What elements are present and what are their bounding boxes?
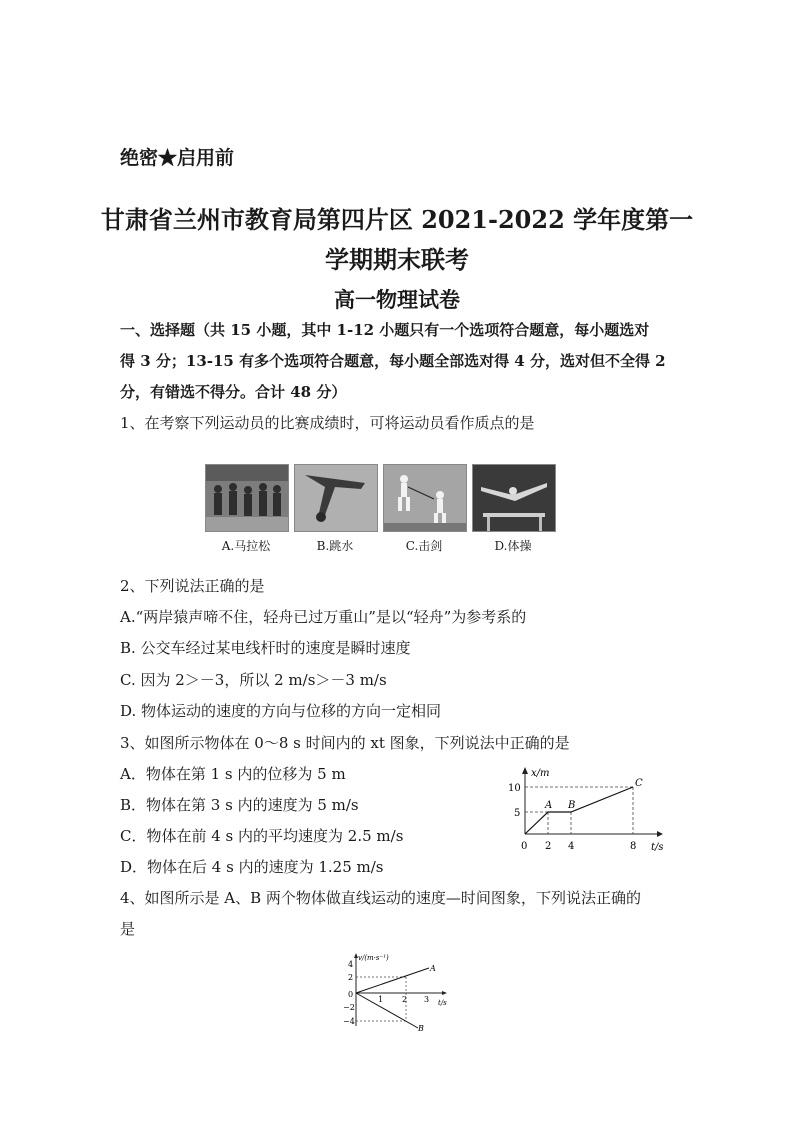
- x-tick-2: 2: [545, 841, 552, 852]
- v-tick-minus4: −4: [343, 1017, 355, 1026]
- x-axis-label: t/s: [651, 842, 664, 853]
- t-tick-3: 3: [424, 995, 430, 1004]
- option-a-caption: A.马拉松: [221, 539, 271, 553]
- x-tick-8: 8: [630, 841, 637, 852]
- exam-title-line1: 甘肃省兰州市教育局第四片区 2021-2022 学年度第一: [100, 205, 694, 234]
- fencing-photo: [383, 464, 467, 532]
- marathon-photo: [205, 464, 289, 532]
- origin-label: 0: [521, 841, 528, 852]
- question-3-option-b: B．物体在第 3 s 内的速度为 5 m/s: [120, 796, 359, 814]
- t-tick-1: 1: [378, 995, 384, 1004]
- question-3-option-c: C．物体在前 4 s 内的平均速度为 2.5 m/s: [120, 827, 404, 845]
- t-axis-arrow: [442, 991, 447, 995]
- option-d-caption: D.体操: [494, 539, 532, 553]
- line-b: [356, 993, 418, 1028]
- question-3-stem: 3、如图所示物体在 0～8 s 时间内的 xt 图象，下列说法中正确的是: [120, 734, 570, 752]
- t-axis-label: t/s: [438, 999, 447, 1007]
- vt-graph: [336, 952, 456, 1034]
- v-tick-minus2: −2: [343, 1003, 355, 1012]
- question-4-stem-line2: 是: [120, 920, 136, 938]
- section-instructions-line2: 得 3 分；13-15 有多个选项符合题意，每小题全部选对得 4 分，选对但不全得 2: [120, 352, 666, 370]
- question-2-option-b: B. 公交车经过某电线杆时的速度是瞬时速度: [120, 639, 411, 657]
- question-2-option-c: C. 因为 2＞－3，所以 2 m/s＞－3 m/s: [120, 671, 387, 689]
- point-c-label: C: [635, 778, 643, 789]
- v-tick-4: 4: [348, 960, 354, 969]
- exam-title-line2: 学期期末联考: [325, 245, 469, 274]
- y-axis-label: x/m: [531, 768, 550, 779]
- section-instructions-line1: 一、选择题（共 15 小题，其中 1-12 小题只有一个选项符合题意，每小题选对: [120, 321, 650, 339]
- xt-curve: [525, 787, 633, 834]
- question-2-option-d: D. 物体运动的速度的方向与位移的方向一定相同: [120, 702, 442, 720]
- question-4-stem-line1: 4、如图所示是 A、B 两个物体做直线运动的速度—时间图象，下列说法正确的: [120, 889, 641, 907]
- confidential-label: 绝密★启用前: [120, 147, 235, 169]
- option-b-caption: B.跳水: [316, 539, 354, 553]
- y-tick-5: 5: [514, 808, 521, 819]
- question-3-option-a: A．物体在第 1 s 内的位移为 5 m: [120, 765, 346, 783]
- exam-subject: 高一物理试卷: [334, 287, 460, 312]
- y-tick-10: 10: [508, 783, 521, 794]
- point-a-label: A: [545, 800, 553, 811]
- section-instructions-line3: 分，有错选不得分。合计 48 分）: [120, 383, 347, 401]
- line-a-label: A: [430, 964, 436, 973]
- t-tick-2: 2: [402, 995, 408, 1004]
- question-3-option-d: D．物体在后 4 s 内的速度为 1.25 m/s: [120, 858, 384, 876]
- x-tick-4: 4: [568, 841, 575, 852]
- xt-graph: [505, 762, 665, 857]
- v-tick-2: 2: [348, 973, 354, 982]
- line-b-label: B: [418, 1024, 424, 1033]
- diving-photo: [294, 464, 378, 532]
- point-b-label: B: [568, 800, 576, 811]
- question-2-stem: 2、下列说法正确的是: [120, 577, 265, 595]
- option-c-caption: C.击剑: [405, 539, 443, 553]
- y-axis-arrow: [522, 767, 528, 774]
- v-origin-label: 0: [348, 990, 354, 999]
- question-1-stem: 1、在考察下列运动员的比赛成绩时，可将运动员看作质点的是: [120, 414, 535, 432]
- v-axis-label: v/(m·s⁻¹): [358, 954, 389, 962]
- gymnastics-photo: [472, 464, 556, 532]
- line-a: [356, 968, 429, 993]
- x-axis-arrow: [657, 831, 663, 837]
- question-2-option-a: A.“两岸猿声啼不住，轻舟已过万重山”是以“轻舟”为参考系的: [120, 608, 527, 626]
